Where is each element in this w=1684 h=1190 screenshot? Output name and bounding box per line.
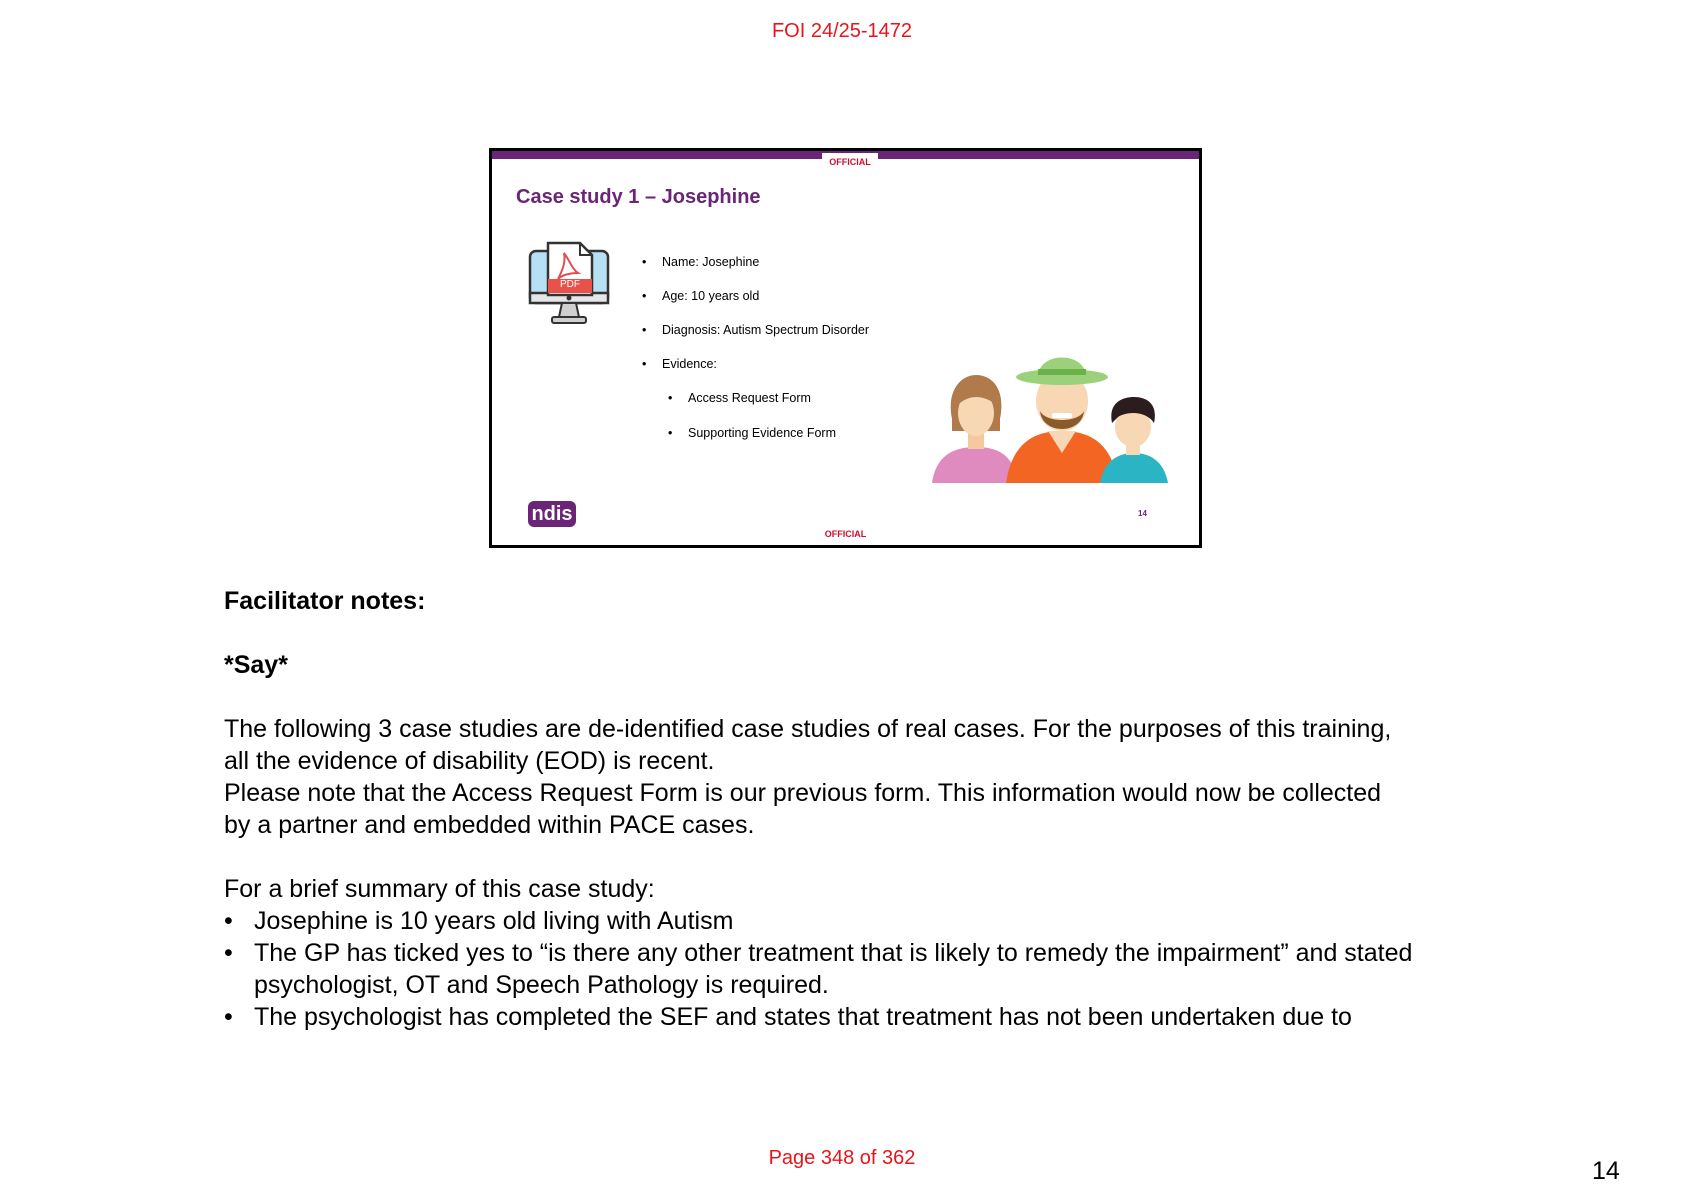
- spacer: [224, 617, 1484, 649]
- official-label-top: OFFICIAL: [822, 153, 878, 169]
- bullet-name: • Name: Josephine: [662, 255, 759, 269]
- summary-item: • The GP has ticked yes to “is there any other treatment that is likely to remedy the impairment” and stated psychologist, OT and Speech Pathology is required.: [224, 937, 1484, 1001]
- slide-thumbnail: [489, 148, 1202, 548]
- bullet-age: • Age: 10 years old: [662, 289, 759, 303]
- sub-bullet-supporting-evidence: • Supporting Evidence Form: [688, 426, 836, 440]
- bullet-evidence: • Evidence:: [662, 357, 717, 371]
- paragraph-2-line-1: Please note that the Access Request Form is our previous form. This information would now be collected: [224, 779, 1382, 807]
- facilitator-notes: [224, 585, 1484, 1033]
- official-label-bottom: OFFICIAL: [824, 529, 867, 539]
- bullet-diagnosis: • Diagnosis: Autism Spectrum Disorder: [662, 323, 869, 337]
- summary-item: • Josephine is 10 years old living with Autism: [224, 905, 1484, 937]
- paragraph-1-line-1: The following 3 case studies are de-identified case studies of real cases. For the purposes of this training,: [224, 715, 1392, 743]
- summary-item: • The psychologist has completed the SEF and states that treatment has not been undertaken due to: [224, 1001, 1484, 1033]
- paragraph-2-line-2: by a partner and embedded within PACE cases.: [224, 811, 755, 839]
- page-number: 14: [1592, 1157, 1620, 1185]
- spacer: [224, 841, 1484, 873]
- notes-heading: Facilitator notes:: [224, 587, 426, 615]
- spacer: [224, 681, 1484, 713]
- slide-title: Case study 1 – Josephine: [516, 186, 761, 208]
- family-illustration: [932, 331, 1172, 483]
- summary-intro: For a brief summary of this case study:: [224, 875, 655, 903]
- ndis-logo: ndis: [528, 501, 576, 527]
- say-label: *Say*: [224, 651, 288, 679]
- slide-number: 14: [1138, 509, 1147, 518]
- sub-bullet-access-request: • Access Request Form: [688, 391, 811, 405]
- pdf-label: PDF: [560, 279, 580, 290]
- foi-reference: FOI 24/25-1472: [771, 20, 913, 42]
- paragraph-1-line-2: all the evidence of disability (EOD) is recent.: [224, 747, 715, 775]
- page-footer: Page 348 of 362: [768, 1147, 916, 1169]
- summary-list: [224, 905, 1484, 1033]
